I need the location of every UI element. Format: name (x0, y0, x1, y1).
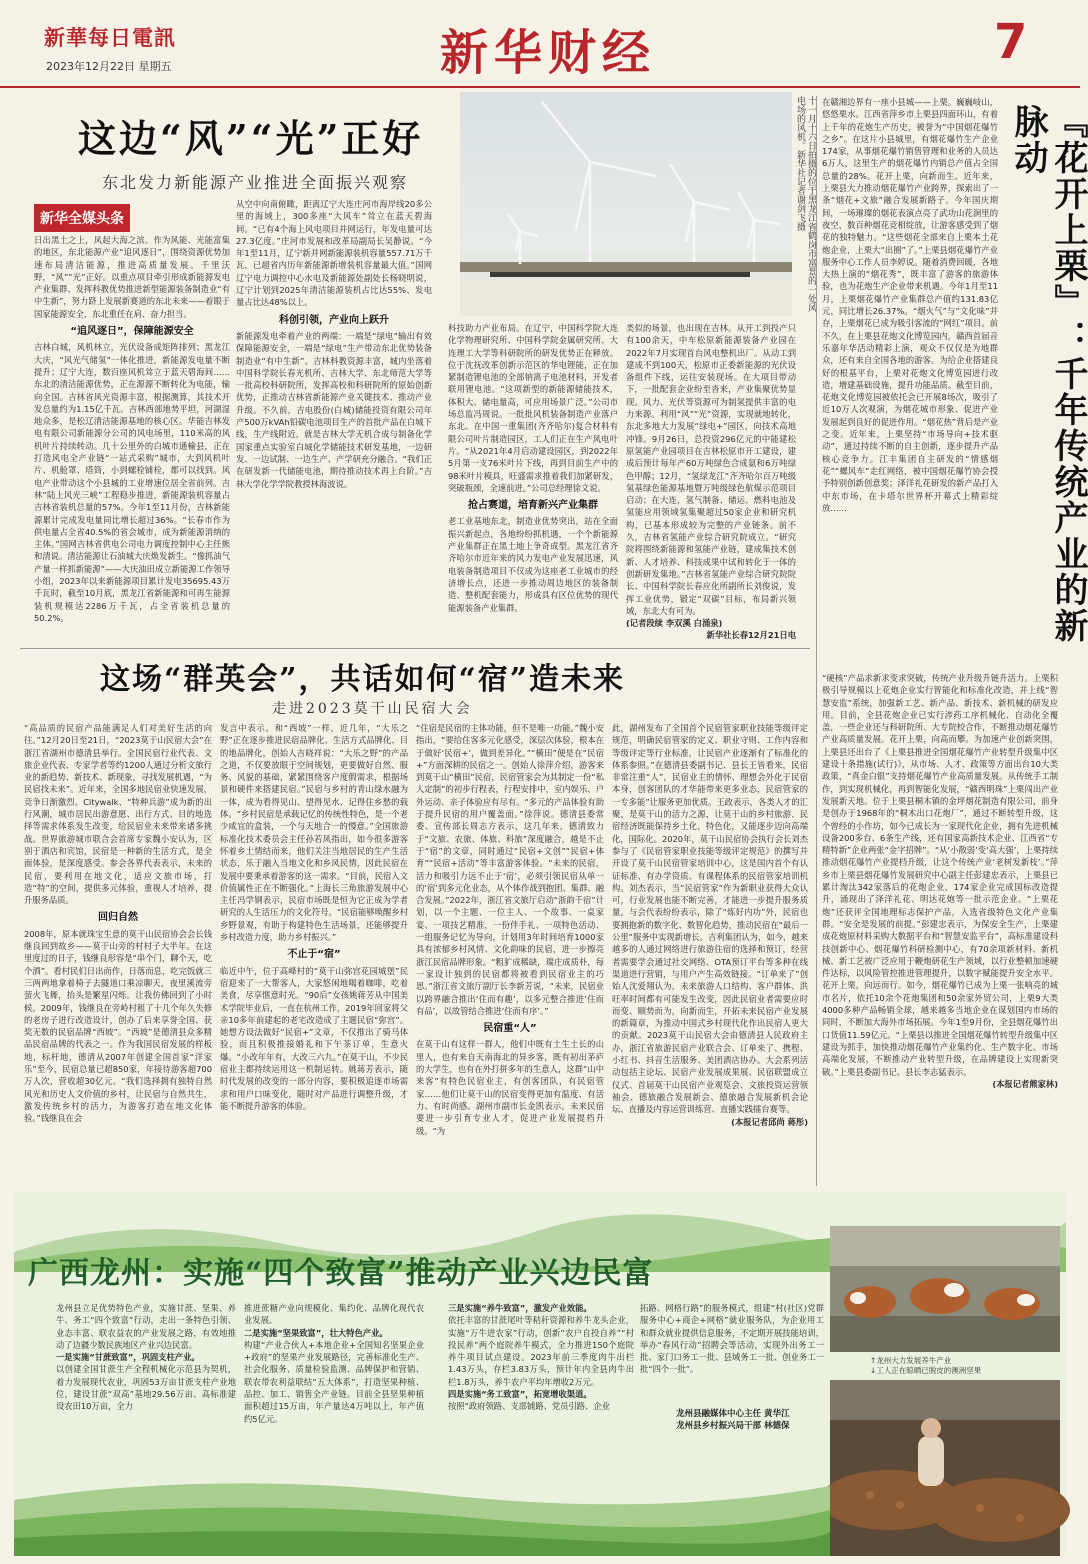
article4-column-3 (448, 1302, 634, 1462)
article3-section-title-1: 回归自然 (98, 912, 138, 924)
article4-text-3b: 按照“政府领路、支部铺路、党员引路、企业 (448, 1401, 610, 1412)
article4-point-2-title: 二是实施“坚果致富”，壮大特色产业。 (244, 1327, 388, 1338)
article1-text-2: 从空中向南俯瞰，距离辽宁大连庄河市海岸线20多公里的海域上，300多座“大风车”耸立在蓝天碧海间。“已有4个海上风电项目并网运行，年发电量可达27.3亿度。”庄河市发展和改革局副局长吴静说。“今年1至11月，辽宁新并网新能源装机容量557.71万千瓦，已超省内历年新能源新增装机容量最大值。”国网辽宁电力调控中心水电及新能源处副处长杨晓明说，辽宁计划到2025年清洁能源装机占比达55%、发电量占比达48%以上。 (236, 199, 432, 308)
article3-text-2b: 临近中午，位于高峰村的“莫干山弥宫花园城堡”民宿迎来了一大帮客人，大家悠闲地喝着咖啡，吃着美食，尽享惬意时光。“90后”女孩姚蒋芳从中国美术学院毕业后，一直在杭州工作，2019年回家将父亲10多年前建起的老宅改造成了主题民宿“弥宫”。她想方设法做好“民宿+”文章，不仅推出了骑马体验，而且积极推接婚礼和下午茶订单，生意火爆。“小改年年有，大改三六九。”在莫干山，不少民宿业主都持续运用这一机制运转。姚蒋芳表示，随时代发展的改变的一部分内容，要积极追逐市场需求和用户口味变化，随时对产品进行调整升级，才能不断提升游客的体验。 (220, 965, 408, 1111)
article3-column-3 (416, 722, 604, 1178)
article4-text-2: 推进蔗糖产业向规模化、集约化、品牌化现代农业发展。 (244, 1303, 424, 1326)
article1-intro: 日出黑土之上，风起大海之滨。作为风能、光能富集的地区，东北能源产业“追风逐日”，围绕资源优势加速布局清洁能源，推进高质量发展。千里沃野，“风”“光”正好。以重点项目牵引形成新能源发电产业集群、发挥科教优势推进新型能源装备制造业“有中生新”，努力跻上发展新赛道的东北未来——着眼于国家能源安全，东北重任在肩、奋力担当。 (34, 235, 230, 319)
masthead (0, 0, 1080, 88)
article3-author: (本报记者邱尚 蒋彤) (731, 1116, 808, 1127)
wind-farm-photo (460, 92, 792, 316)
article3-text-2: 发言中表示。和“西坡”一样，近几年，“大乐之野”正在逐步推进民宿品牌化、生活方式品牌化、目的地品牌化，创始人吉晓祥说：“大乐之野”的产品之道，不仅要放眼于空间规划，更要做好自然、服务、风貌的基础，紧紧围绕客户度假需求，根据场景和硬件来搭建民宿。”民宿与乡村的青山绿水融为一体，成为看得见山、望得见水、记得住乡愁的载体。“乡村民宿是承载记忆的传统性特色，是一个老少咸宜的盒装，一个与天地合一的慢意。”全国旅游标准化技术委员会主任孙若风指出，如今很多游客怀着乡土情结而来，他们关注当地居民的生产生活状态，乐于融入当地文化和乡风民情，因此民宿在发展中要秉承着游客的这一需求。“目前，民宿入文价值属性正在不断强化。”上海长三角旅游发展中心主任冯学钢表示，民宿市场既是恒为它正成为学者研究的人生活压力的文化符号。“民宿能够唤醒乡村乡野景观，有助于构建特色生活场景，还能够提升乡村改造力度，助力乡村振兴。” (220, 723, 408, 943)
article1-column-4 (626, 322, 796, 640)
article1-column-1 (34, 198, 230, 640)
article2-column-2 (822, 672, 1058, 1186)
article3-text-3: “住宿是民宿的主体功能，但不是唯一功能。”魏小安指出，“要给住客多元化感受，深层次体验，根本在于做好‘民宿+’，做到差异化。”“横田”便是在“民宿+”方面深耕的民宿之一。创始人徐萍介绍，游客来到莫干山“横田”民宿，民宿管家会为其制定一份“私人定制”的初步行程表，行程安排中，室内娱乐、户外运动、亲子体验应有尽有。“多元的产品体验有助于提升民宿的用户覆盖面。”徐萍说。德清县委常委、宣传部长周志方表示，这几年来，德清致力于“文旅、农旅、体旅、科旅”深度融合，越是不止于“宿”的文章，同时通过“民宿+文创”“民宿+体育”“民宿+活动”等丰富游客体验。“未来的民宿，活力和吸引力远不止于‘宿’，必须引领民宿从单一的‘宿’到多元化业态，从个体作战到抱团、集群、融合发展。”2022年，浙江省文旅厅启动“浙韵千宿”计划，以一个主题、一位主人、一个故事、一桌家宴、一项技艺精准，一份伴手礼、一项特色活动、一组服务记忆为导向，计划用3年时间培育1000家具有浓郁乡村风情、文化韵味的民宿，进一步擦亮浙江民宿品牌形象。“粗犷成稀缺，瑞庄成质朴，每一家设计独到的民宿都将被看到民宿业主的巧思。”浙江省文旅厅副厅长李新芳说，“未来，民宿业以跨界融合推出‘住而有趣’，以多元整合推进‘住而有品’，以故管结合推进‘住而有序’。” (416, 723, 604, 1016)
page-number: 7 (994, 14, 1028, 70)
paper-name: 新華每日電訊 (44, 25, 176, 50)
article4-author-2: 龙州县乡村振兴局干部 林德保 (676, 1421, 790, 1431)
article4-column-4 (640, 1302, 824, 1392)
article3-text-1: “高品质的民宿产品能满足人们对美好生活的向往。”12月20日至21日，“2023莫干山民宿大会”在浙江省湖州市德清县举行。全国民宿行业代表、文旅企业代表、专家学者等约1200人通过分析文旅行业的新趋势、新技术、新现象，寻找发展机遇，“为民宿找未来”。近年来，全国多地民宿业快速发展，竞争日渐激烈。Citywalk、“特种兵游”成为新的出行风潮，城市居民出游意愿、出行方式、目的地选择等需求体系发生改变，给民宿业未来带来诸多挑战。世界旅游城市联合会首席专家魏小安认为，区别于酒店和宾馆，民宿是一种新的生活方式，是全面体验，是深度感受。参会各界代表表示，未来的民宿，要利用在地文化，适应文旅市场，打造“特”的空间，提供多元体验，重视人才培养，提升服务品质。 (24, 723, 212, 906)
article1-text-4: 类似的场景，也出现在吉林。从开工到投产只有100余天，中车松原新能源装备产业园在2022年7月实现首台风电整机出厂。从动工到建成不到100天，松原市正委新能源的光伏设备组件下线，运往安装现场。在大项目带动下，一批配套企业纷至沓来，产业集聚优势显现。风力、光伏等资源可为制氢提供丰富的电力来源。利用“风”“光”资源，实现就地转化，东北多地大力发展“绿电+”园区，向技术高地冲锋。9月26日，总投资296亿元的中能建松原氢能产业园项目在吉林松原市开工建设，建成后预计每年产60万吨绿色合成氨和6万吨绿色甲醇；12月，“氢绿龙江”齐齐哈尔百万吨级氢基绿色能源基地暨万吨级绿色航煤示范项目启动；在大连，氢气制备、储运、燃料电池及氢能应用领域氢集聚超过50家企业和研究机构，已基本形成较为完整的产业链条。前不久，吉林省氢能产业综合研究院成立。“研究院将围绕新能源和氢能产业链，建成集技术创新、人才培养、科技成果中试和转化于一体的创新研发集地。”吉林省氢能产业综合研究院院长、中国科学院长春应化所副所长刘俊说，发挥工业优势，锻定“双碳”目标，布局新兴领域，东北大有可为。 (626, 323, 796, 616)
article4-headline-box (20, 1246, 820, 1292)
article1-authors: (记者段续 李双溪 白涌泉) (626, 618, 723, 629)
article3-text-4: 此，湖州发布了全国首个民宿管家职业技能等级评定规范，明确民宿管家的定义、职业守则、工作内容和等级评定等行业标准，让民宿产业逐渐有了标准化的体系参照。”在德清县委副书记、县长王皆看来，民宿非常注重“人”，民宿业主的情怀、理想会外化于民宿本身，创客团队的才华能带来更多业态，民宿管家的一专多能”让服务更加优质。王政表示，各类人才的汇聚，是莫干山的活力之源，让莫干山的乡村旅游、民宿经济既能保持乡土化，特色化，又能逐步迈向高端化，国际化。2020年，莫干山民宿协会执行会长刘杰参与了《民宿管家职业技能等级评定规范》的撰写并开设了莫干山民宿管家培训中心，这是国内首个有认证标准、有办学资质、有课程体系的民宿管家培训机构。刘杰表示，当“民宿管家”作为新职业获得大众认可，行业发展也能不断完善，才能进一步提升服务质量。与会代表纷纷表示，除了“炼好内功”外，民宿也要拥抱新的数字化、数智化趋势，推动民宿在“最后一公里”服务中实现新增长。吉利集团认为，如今，越来越多的人通过网络进行旅游住宿的选择和预订，经营者需要学会通过社交网络、OTA预订平台等多种在线渠道进行营销，与用户产生高效链接。“订单来了”创始人沈爱翔认为，未来旅游人口结构、客户群体、洪旺率时间都有可能发生改变，因此民宿业者需要应时而变、顺势而为，向新而生，开拓未来民宿产业发展的新篇章，为推动中国式乡村现代化作出民宿人更大的贡献。2023莫干山民宿大会由德清县人民政府主办，浙江省旅游民宿产业联合会、订单来了、携程、小红书、抖音生活服务、美团酒店协办。大会系列活动包括主论坛、民宿产业发展成果展、民宿联盟成立仪式、首届莫干山民宿产业观览会、文旅投资运营领袖会、德旅融合发展新会、德旅融合发展新机会论坛、直播及内容运营训练营、直播实践擂台赛等。 (612, 723, 808, 1115)
article4-text-1: 龙州县立足优势特色产业，实施甘蔗、坚果、养牛、务工“四个致富”行动，走出一条特色引领、业态丰富、联农益农的产业发展之路，有效地推动了边疆少数民族地区产业兴边民富。 (56, 1303, 236, 1350)
article4-point-3-title: 三是实施“养牛致富”，激发产业效能。 (448, 1303, 592, 1313)
article4-column-1 (56, 1302, 236, 1462)
article2-text-2: “硬核”产品求新求变求突破，传统产业升级升链升活力。上栗积极引导规模以上花炮企业实行智能化和标准化改造，并上线“智慧安监”系统，加强新工艺、新产品、新技术、新机械的研发应用。目前，全县花炮企业已实行涉药工序机械化、自动化全覆盖，一些企业还与科研院所、大专院校合作，不断推动烟花爆竹产业高质量发展。花开上栗，向高而攀。为加速产业创新突围，上栗县还出台了《上栗县推进全国烟花爆竹产业转型升级集中区建设十条措施(试行)》，从市场、人才、政策等方面出台10大类政策，“真金白银”支持烟花爆竹产业高质量发展。从传统手工制作，到实现机械化，再到智能化发展，“赣西明珠”上栗闯出产业发展新天地。位于上栗县桐木镇的金坪烟花制造有限公司，前身是创办于1968年的“桐木出口花炮厂”，通过不断转型升级，这个曾经的小作坊，如今已成长为一家现代化企业，拥有先进机械设备200多台、6条生产线，还有国家高新技术企业、江西省“专精特新”企业两张“金字招牌”。“从‘小散弱’变‘高大强’，上栗持续推动烟花爆竹产业提档升级，让这个传统产业‘老树发新枝’。”萍乡市上栗县烟花爆竹发展研究中心副主任彭建忠表示，上栗县已累计淘汰342家落后的花炮企业，174家企业完成国标改造提升，涌现出了泽洋礼花、明达花炮等一批示范企业。“上栗花炮”还获评全国地理标志保护产品，入选省级特色文化产业集群。“安全是发展的前提。”彭建忠表示，为保安全生产，上栗建成花炮原材料采购大数据平台和“智慧安监平台”，高标准建设科技创新中心、烟花爆竹科研检测中心，有70余项新材料、新机械、新工艺被广泛应用于鞭炮研花生产领域，以行业整顿加速硬件达标，以风险管控推进管理提升，以数字赋能提升安全水平。花开上栗，向远而行。如今，烟花爆竹已成为上栗一张响亮的城市名片，依托10余个花炮集团和50余家外贸公司，上栗9大类4000多种产品畅销全球，越来越多当地企业在谋划国内市场的同时，不断加大海外市场拓展。今年1至9月份，全县烟花爆竹出口货值11.59亿元。“上栗县以推进全国烟花爆竹转型升级集中区建设为抓手，加快推动烟花爆竹产业集约化、生产数字化、市场高端化发展，不断推动产业转型升级，在品牌建设上实现新突破。”上栗县委副书记、县长李志猛表示。 (822, 673, 1058, 1077)
article4-text-2b: 构建“产业合伙人+本地企业+全国知名坚果企业+政府”的坚果产业发展路径，完善标准化生产、社会化服务、质量检验监测、品牌保护和营销、联农带农利益联结“五大体系”，打造坚果种植、品控、加工、销售全产业链。目前全县坚果种植面积超过15万亩，年产量达4万吨以上，年产值约5亿元。 (244, 1339, 424, 1424)
article2-text-1: 在赣湘边界有一座小县城——上栗。巍巍岐山，悠悠栗水。江西省萍乡市上栗县四面环山，有着上千年的花炮生产历史，被誉为“中国烟花爆竹之乡”。在这片小县城里，有烟花爆竹生产企业174家，从事烟花爆竹销售管理和业务的人员达6万人，这里生产的烟花爆竹内销总产值占全国总量的28%。花开上栗，向新而生。近年来，上栗县大力推动烟花爆竹产业跨界，探索出了一条“烟花+文旅”融合发展新路子。今年国庆期间，一场璀璨的烟花表演点亮了武功山花涧里的夜空，数百种烟花竞相绽放，让游客感受到了烟花的独特魅力。“这些烟花全部来自上栗本土花炮企业，上栗大“出圈”了。”上栗县烟花爆竹产业服务中心工作人员李婷说。随着消费回暖，各地大热上演的“烟花秀”，既丰富了游客的旅游体验，也为花炮生产企业带来机遇。今年1月至11月，上栗烟花爆竹产业集群总产值约131.83亿元，同比增长26.37%。“烟火气”与“文化味”并存，上栗烟花已成为吸引客流的“网红”项目。前不久，在上栗县花炮文化博览园内，赣西首届音乐嘉年华活动精彩上演，观众不仅仅是为地群众，还有来自全国各地的游客。为给企业搭建良好的根基平台，上栗对花炮文化博览园进行改造，增建基础设施，提升功能品质。截至目前，花炮文化博览园被依托会已开展8场次，吸引了近10万人次观演，为烟花城市形象、促进产业发展起到良好的促进作用。“烟花热”背后是产业之变。近年来，上栗坚持“市场导向+技术驱动”，通过持续不断的自主创新，逐步提升产品核心竞争力。江丰集团自主研发的“情感烟花”“螺风车”走红网络，被中国烟花爆竹协会授予特别创新创意奖；泽洋礼花研发的新产品打入中东市场，在卡塔尔世界杯开幕式上精彩绽放…… (822, 97, 998, 513)
article4-point-1-title: 一是实施“甘蔗致富”，巩固支柱产业。 (56, 1352, 200, 1363)
section-divider (20, 648, 810, 649)
article4-column-2 (244, 1302, 424, 1462)
column-divider (816, 96, 817, 1186)
article2-column-1 (822, 96, 998, 666)
section-title: 新华财经 (440, 25, 657, 81)
article3-section-title-3: 民宿重“人” (483, 1023, 537, 1035)
nuts-drying-photo (830, 1380, 1060, 1556)
article1-section-title-3: 抢占赛道，培育新兴产业集群 (468, 500, 598, 512)
article4-author-1: 龙州县融媒体中心主任 黄华江 (676, 1409, 790, 1419)
article1-text-1: 吉林白城，风机林立，光伏设备成矩阵排列；黑龙江大庆，“风光气储氢”一体化推进，新能源发电量不断提升；辽宁大连，数百座风机耸立于蓝天碧海间……东北的清洁能源优势，正在源源不断转化为电能，输向全国。吉林省风光资源丰富，根据测算，其技术开发总量约为1.15亿千瓦。吉林西部地势平坦，河湖湿地众多，是松辽清洁能源基地的核心区。华能吉林发电有限公司新能源分公司的风电场里，110米高的风机叶片持续转动。几十公里外的白城市通榆县，正在打造风电全产业链“一站式采购”城市，大到风机叶片、机舱罩、塔筒，小到螺栓铺栓，都可以找到。风电产业带动这个小县城的工业增速位居全省前列。吉林“陆上风光三峡”工程稳步推进，新能源装机容量占吉林省装机总量的57%。今年1至11月份，吉林新能源累计完成发电量同比增长超过36%。“长春市作为供电量占全省40.5%的省会城市，成为新能源消纳的主体。”国网吉林省供电公司电力调度控制中心主任熊和清说。清洁能源让石油城大庆焕发新生。“像抓油气产量一样抓新能源”——大庆油田成立新能源工作领导小组，2023年以来新能源项目累计发电35695.43万千瓦时，截至10月底，黑龙江省新能源和可再生能源装机规模达2286万千瓦，占全省装机总量的50.2%。 (34, 342, 230, 623)
article4-text-3: 依托丰富的甘蔗尾叶等秸秆资源和养牛龙头企业，实施“万牛进农家”行动，创新“农户自投自养”“村投民养”两个庭院养牛模式，全力推进150个庭院养牛项目试点建设。2023年前三季度肉牛出栏1.43万头，存栏3.83万头，预计年内全县肉牛出栏1.8万头，养牛农户平均年增收2万元。 (448, 1315, 634, 1387)
article4-headline: 广西龙州：实施“四个致富”推动产业兴边民富 (28, 1256, 654, 1291)
article3-headline: 这场“群英会”，共话如何“宿”造未来 (100, 662, 626, 697)
article3-column-1 (24, 722, 212, 1178)
article1-subheadline: 东北发力新能源产业推进全面振兴观察 (102, 173, 409, 192)
article1-tag: 新华全媒头条 (34, 204, 130, 232)
wind-photo-caption: 十一月十六日拍摄的位于黑龙江省鹤岗市富景的一处风电场的风机。新华社记者谢剑飞摄 (795, 96, 816, 312)
article3-section-title-2: 不止于“宿” (287, 949, 341, 961)
article2-vertical-headline: 『花开上栗』：千年传统产业的新脉动 (1008, 104, 1088, 644)
issue-date: 2023年12月22日 星期五 (46, 60, 172, 73)
article1-column-3 (448, 322, 618, 640)
article4-text-4: 拓路、网格行路”的服务模式，组建“村(社区)党群服务中心+商企+网格”就业服务队，为企业用工和群众就业提供信息服务，不定期开展技能培训，举办“春风行动”招聘会等活动，实现外出务工一批、家门口务工一批、县域务工一批、创业务工一批“四个一批”。 (640, 1303, 824, 1375)
article3-column-2 (220, 722, 408, 1178)
article4-authors (676, 1408, 826, 1432)
article1-dateline: 新华社长春12月21日电 (706, 630, 796, 641)
article3-text-1b: 2008年，原本就珠宝生意的莫干山民宿协会会长钱继良回到故乡——莫干山旁的村村子大半年。在这里度过的日子，钱继良形容是“串个门，聊个天，吃个酒”。看村民们日出而作，日落而息，吃完饭就三三两两地拿着椅子去隧道口乘凉聊天，夜里溪流旁萤火飞舞，抬头是繁星闪烁。让我仿佛回到了小时候。2009年，钱继良在旁岭村租了十几个年久失修的老房子进行改造设计，创办了后来享誉全国、获奖无数的民宿品牌“西坡”。“西坡”是德清县众多精品民宿品牌的代表之一。作为我国民宿发展的样板地，标杆地，德清从2007年创建全国首家“洋家乐”至今，民宿总量已超850家，年接待游客超700万人次，营收超30亿元。“我们选择拥有独特自然风光和历史人文价值的乡村，让民宿与自然共生，激发传统乡村的活力，为游客打造在地文化体验。”钱继良在会 (24, 928, 212, 1124)
article4-point-4-title: 四是实施“务工致富”，拓宽增收渠道。 (448, 1389, 592, 1400)
article4-photo-caption: ↑龙州大力发展养牛产业 ↓工人正在晾晒已脱皮的澳洲坚果 (870, 1356, 982, 1375)
article4-text-1b: 以创建全国甘蔗生产全程机械化示范县为契机，着力发展现代农业，巩固53万亩甘蔗支柱产业地位，建设甘蔗“双高”基地29.56万亩、高标准建设农田10万亩，全力 (56, 1364, 236, 1412)
cattle-photo (830, 1226, 1060, 1352)
article3-subheadline: 走进2023莫干山民宿大会 (272, 701, 473, 717)
banner-field-graphic (14, 1470, 830, 1556)
article1-text-3: 科技助力产业布局。在辽宁，中国科学院大连化学物理研究所、中国科学院金属研究所、大连理工大学等科研院所的研发优势正在释放。位于沈抚改革创新示范区的华电锂能，正在加紧制造锂电池的全部钠离子电池材料，开发者联用锂电池。“这项新型的新能源储能技术，体积大、储电量高，可应用场景广泛。”公司市场总监冯周说。一批批风机装备制造产业落户东北。在中国一重集团(齐齐哈尔)复合材料有限公司叶片制造园区，工人们正在生产风电叶片。“从2021年4月启动建设园区，到2022年5月第一支76米叶片下线，再到目前生产中的98米叶片模具，旺盛需求推着我们加紧研发，突破瓶颈，全速前进。”公司总经理徐文说。 (448, 323, 618, 493)
article1-section-title-2: 科创引领，产业向上跃升 (279, 314, 389, 326)
article1-text-2b: 新能源发电牵着产业的两端：一端是“绿电”输出有效保障能源安全，一端是“绿电”生产带动东北优势装备制造业“有中生新”。吉林科教资源丰富，城内坐落着中国科学院长春光机所、吉林大学、东北师范大学等一批高校科研院所，发挥高校和科研院所的原始创新优势，正推动吉林省新能源产业关键技术、推动产业升级。不久前，吉电股份(白城)储能投资有限公司年产500万kVAh铅碳电池项目生产的首批产品在白城下线，生产线附近，就是吉林大学无机合成与制备化学国家重点实验室白城化学储能技术研发基地，一边研发、一边试制、一边生产、产学研充分融合。“我们正在研发新一代储能电池，期待推动技术再上台阶。”吉林大学化学学院教授林海波说。 (236, 330, 432, 489)
article1-section-title-1: “追风逐日”，保障能源安全 (70, 326, 194, 338)
article3-column-4 (612, 722, 808, 1178)
article2-author: (本报记者熊家林) (992, 1078, 1058, 1089)
article1-headline: 这边“风”“光”正好 (78, 116, 424, 161)
article1-text-3b: 老工业基地东北，制造业优势突出，站在全面振兴新起点，各地纷纷抓机遇，一个个新能源产业集群正在黑土地上争奇成型。黑龙江省齐齐哈尔市近年来的风力发电产业发展迅速，风电装备制造项目不仅成为这座老工业城市的经济增长点，还进一步推动周边地区的装备制造、整机配套能力，形成具有区位优势的现代能源装备产业集群。 (448, 516, 618, 613)
article1-column-2 (236, 198, 432, 640)
article3-text-3b: 在莫干山有这样一群人，他们中既有土生土长的山里人，也有来自天南海北的异乡客，既有初出茅庐的大学生，也有在外打拼多年的生意人，这群“山中来客”有特色民宿业主，有创客团队，有民宿管家……他们让莫干山的民宿变得更加有温度、有活力、有时尚感。湖州市副市长金凯表示，未来民宿要进一步引育专业人才，促进产业发展提档升级。“为 (416, 1039, 604, 1136)
